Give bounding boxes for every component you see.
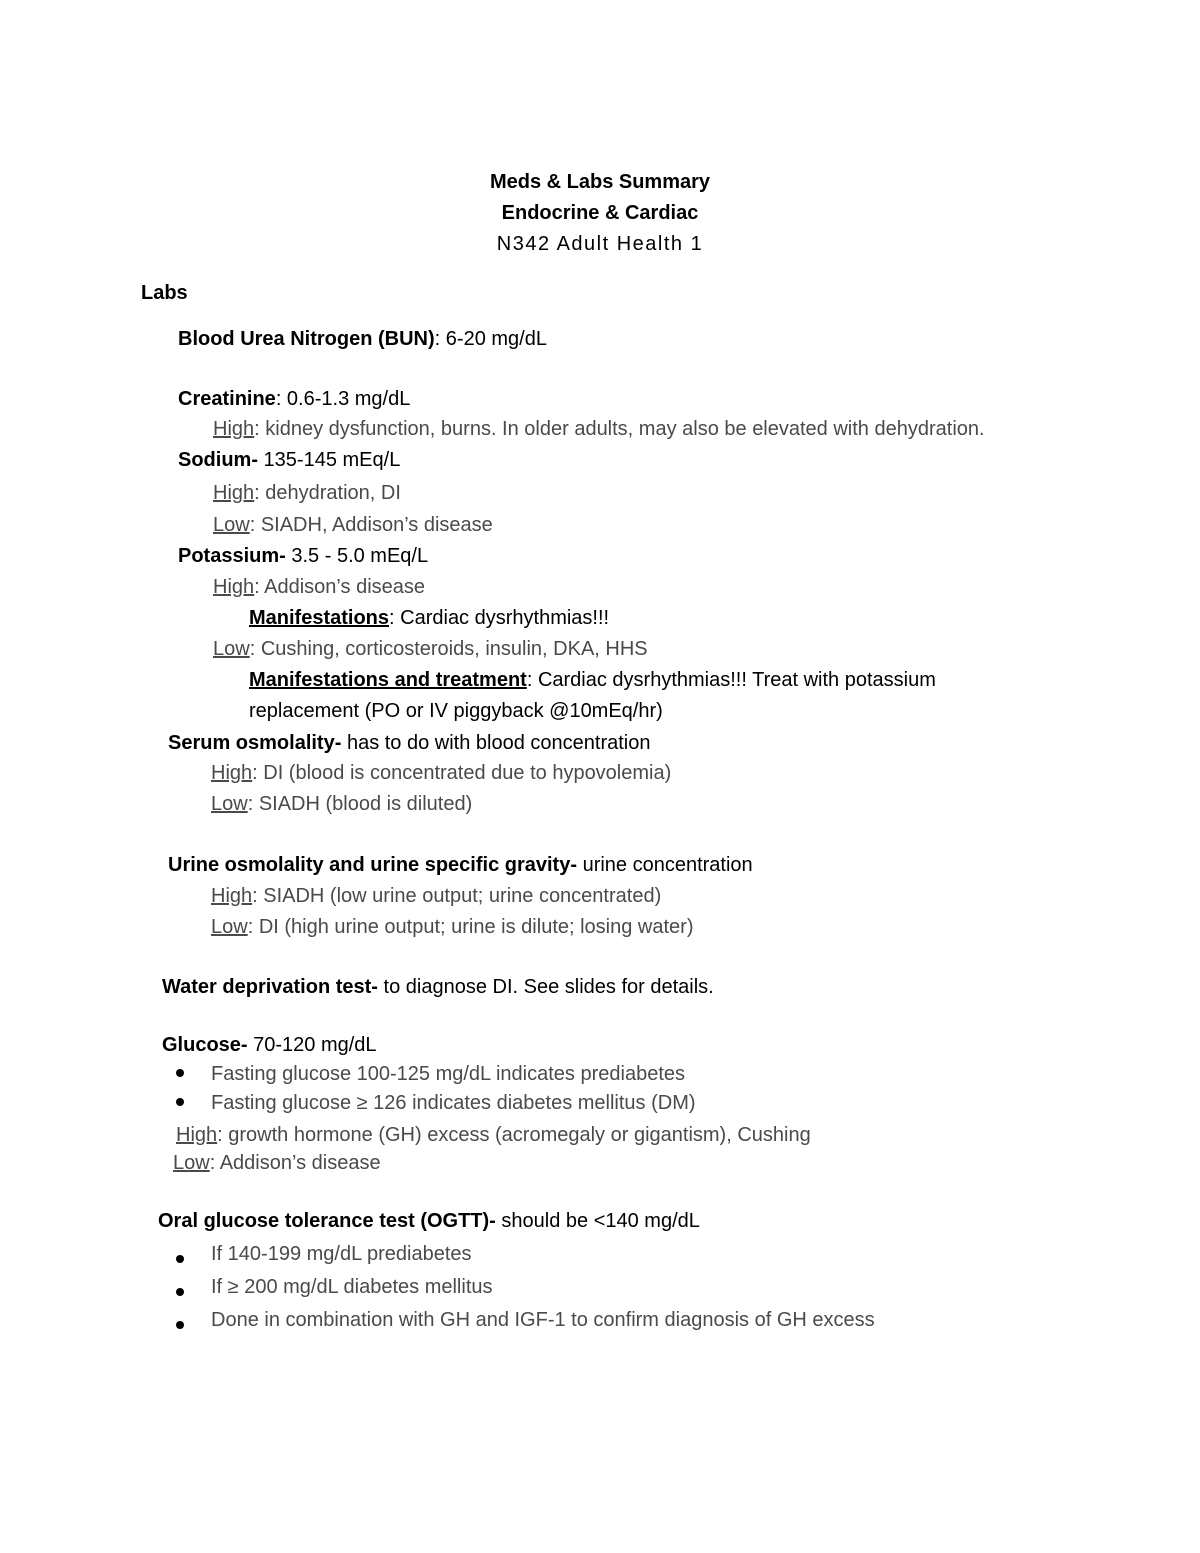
lab-range: : 0.6-1.3 mg/dL xyxy=(275,388,411,410)
document-subtitle: Endocrine & Cardiac xyxy=(501,202,699,224)
high-label: High xyxy=(213,418,255,440)
lab-name: Oral glucose tolerance test (OGTT)- xyxy=(158,1210,496,1232)
bullet-icon xyxy=(176,1098,184,1106)
lab-desc: to diagnose DI. See slides for details. xyxy=(377,976,714,998)
lab-desc: urine concentration xyxy=(577,854,753,876)
lab-desc: should be <140 mg/dL xyxy=(495,1210,700,1232)
lab-serum-osmolality xyxy=(168,730,650,756)
low-text: : SIADH, Addison’s disease xyxy=(249,514,493,536)
high-label: High xyxy=(176,1124,218,1146)
lab-name: Serum osmolality- xyxy=(168,732,342,754)
potassium-low-manifestations-cont: replacement (PO or IV piggyback @10mEq/hr) xyxy=(249,700,663,722)
high-text: : SIADH (low urine output; urine concentrated) xyxy=(252,885,662,907)
low-text: : Cushing, corticosteroids, insulin, DKA, HHS xyxy=(249,638,648,660)
lab-glucose xyxy=(162,1032,377,1058)
sodium-high xyxy=(213,480,401,506)
lab-name: Blood Urea Nitrogen (BUN) xyxy=(178,328,435,350)
section-heading-labs: Labs xyxy=(141,282,188,304)
list-item: Fasting glucose 100-125 mg/dL indicates prediabetes xyxy=(211,1063,686,1085)
bullet-icon xyxy=(176,1288,184,1296)
low-label: Low xyxy=(211,793,248,815)
lab-range: 70-120 mg/dL xyxy=(247,1034,377,1056)
low-label: Low xyxy=(211,916,248,938)
lab-desc: has to do with blood concentration xyxy=(341,732,651,754)
lab-name: Urine osmolality and urine specific gravity- xyxy=(168,854,578,876)
lab-name: Creatinine xyxy=(178,388,276,410)
high-label: High xyxy=(213,576,255,598)
creatinine-high xyxy=(213,416,985,442)
high-text: : DI (blood is concentrated due to hypovolemia) xyxy=(252,762,672,784)
serum-osmolality-high xyxy=(211,760,671,786)
high-text: : Addison’s disease xyxy=(254,576,425,598)
list-item: Fasting glucose ≥ 126 indicates diabetes mellitus (DM) xyxy=(211,1092,696,1114)
low-label: Low xyxy=(213,514,250,536)
potassium-low-manifestations xyxy=(249,667,936,693)
low-text: : DI (high urine output; urine is dilute; losing water) xyxy=(247,916,694,938)
urine-osmolality-low xyxy=(211,914,693,940)
lab-range: 3.5 - 5.0 mEq/L xyxy=(285,545,429,567)
bullet-icon xyxy=(176,1321,184,1329)
lab-name: Sodium- xyxy=(178,449,258,471)
document-title: Meds & Labs Summary xyxy=(489,171,711,193)
potassium-high xyxy=(213,574,425,600)
glucose-low xyxy=(173,1150,381,1176)
low-label: Low xyxy=(173,1152,210,1174)
lab-range: : 6-20 mg/dL xyxy=(434,328,547,350)
lab-range: 135-145 mEq/L xyxy=(258,449,401,471)
low-label: Low xyxy=(213,638,250,660)
high-label: High xyxy=(213,482,255,504)
list-item: If ≥ 200 mg/dL diabetes mellitus xyxy=(211,1276,493,1298)
high-text: : kidney dysfunction, burns. In older adults, may also be elevated with dehydration. xyxy=(254,418,985,440)
high-label: High xyxy=(211,762,253,784)
high-label: High xyxy=(211,885,253,907)
manifestations-label: Manifestations xyxy=(249,607,390,629)
serum-osmolality-low xyxy=(211,791,472,817)
high-text: : dehydration, DI xyxy=(254,482,401,504)
lab-sodium xyxy=(178,447,400,473)
lab-name: Water deprivation test- xyxy=(162,976,378,998)
lab-name: Potassium- xyxy=(178,545,286,567)
lab-urine-osmolality xyxy=(168,852,753,878)
lab-water-deprivation xyxy=(162,974,714,1000)
glucose-high xyxy=(176,1122,811,1148)
sodium-low xyxy=(213,512,493,538)
potassium-high-manifestations xyxy=(249,605,609,631)
lab-potassium xyxy=(178,543,428,569)
lab-bun xyxy=(178,326,547,352)
bullet-icon xyxy=(176,1255,184,1263)
lab-creatinine xyxy=(178,386,410,412)
list-item: If 140-199 mg/dL prediabetes xyxy=(211,1243,472,1265)
lab-ogtt xyxy=(158,1208,700,1234)
course-name: N342 Adult Health 1 xyxy=(496,233,704,255)
high-text: : growth hormone (GH) excess (acromegaly or gigantism), Cushing xyxy=(217,1124,811,1146)
manifestations-label: Manifestations and treatment xyxy=(249,669,527,691)
list-item: Done in combination with GH and IGF-1 to confirm diagnosis of GH excess xyxy=(211,1309,875,1331)
low-text: : SIADH (blood is diluted) xyxy=(247,793,473,815)
bullet-icon xyxy=(176,1069,184,1077)
urine-osmolality-high xyxy=(211,883,661,909)
lab-name: Glucose- xyxy=(162,1034,248,1056)
manifestations-text: : Cardiac dysrhythmias!!! Treat with potassium xyxy=(526,669,936,691)
low-text: : Addison’s disease xyxy=(209,1152,381,1174)
manifestations-text: : Cardiac dysrhythmias!!! xyxy=(389,607,610,629)
potassium-low xyxy=(213,636,648,662)
